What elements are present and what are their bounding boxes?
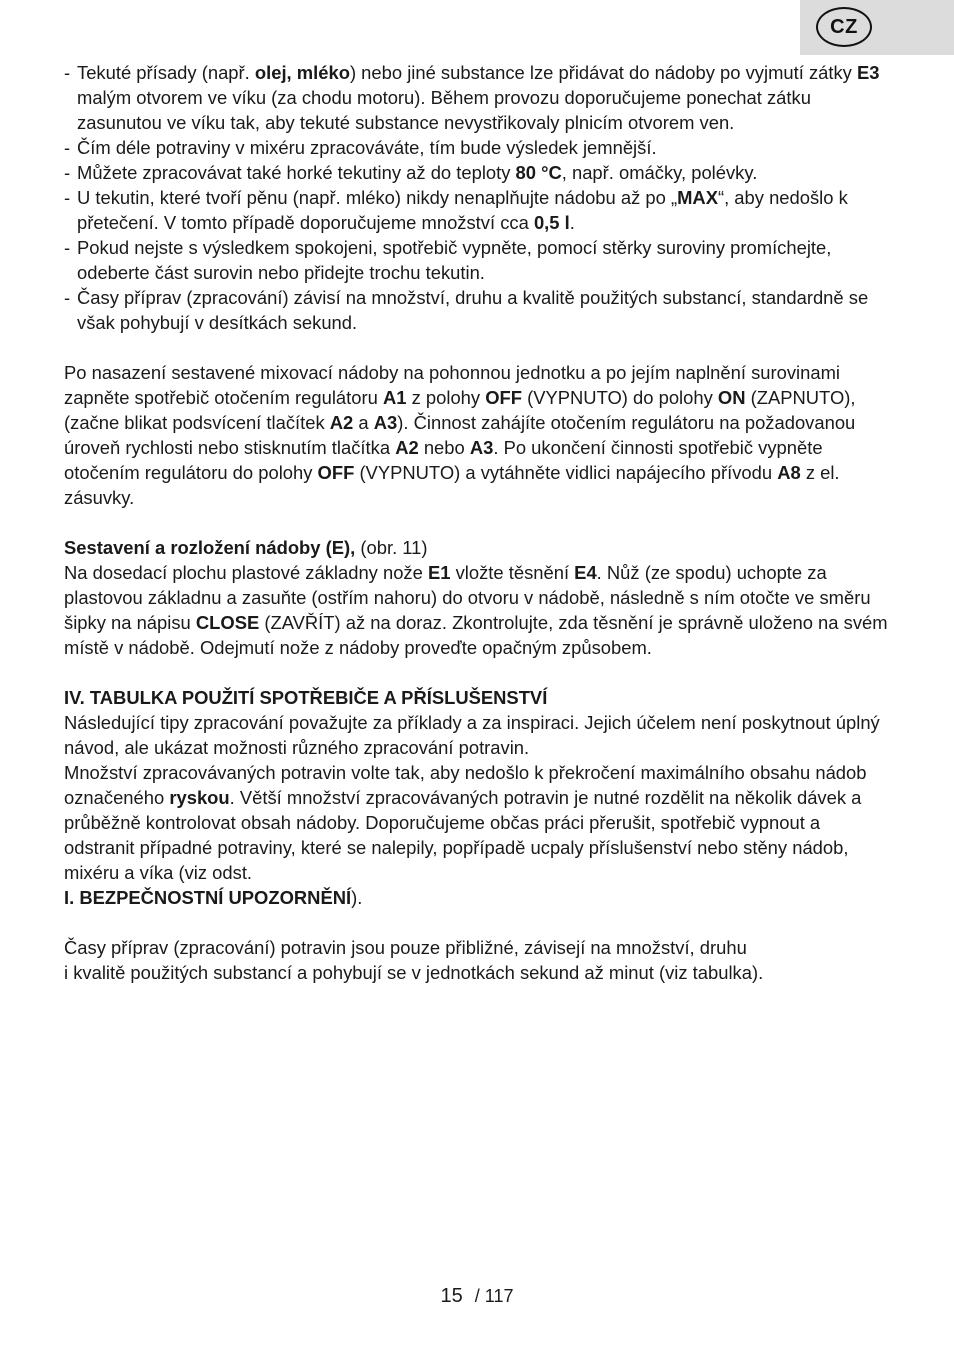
list-item (64, 160, 894, 185)
bold-text: E4 (574, 562, 597, 583)
text-run: ). Činnost zahájíte otočením regulátoru na požadovanou úroveň rychlosti nebo stisknutím tlačítka (64, 412, 856, 458)
text-run: Můžete zpracovávat také horké tekutiny až do teploty (77, 162, 516, 183)
bold-text: OFF (485, 387, 522, 408)
bold-text: OFF (317, 462, 355, 483)
page-number: 15 (440, 1285, 463, 1307)
language-tab (800, 0, 954, 55)
bold-text: E3 (857, 62, 880, 83)
list-item (64, 60, 894, 135)
text-run: ). (351, 887, 363, 908)
language-badge: CZ (816, 7, 872, 47)
text-run: . Větší množství zpracovávaných potravin je nutné rozdělit na několik dávek a průběžně kontrolovat obsah nádoby. Doporučujeme občas práci přerušit, spotřebič vypnout a odstranit případné potraviny, které se nalepily, popřípadě ucpaly příslušenství nebo stěny nádob, mixéru a víka (viz odst. (64, 787, 862, 883)
text-run: Tekuté přísady (např. (77, 62, 255, 83)
document-body (64, 60, 894, 985)
bold-text: MAX (677, 187, 718, 208)
text-run: “, aby nedošlo k přetečení. V tomto případě doporučujeme množství cca (77, 187, 848, 233)
operation-paragraph (64, 360, 894, 510)
bold-text: olej, mléko (254, 62, 350, 83)
text-run: (obr. 11) (355, 537, 428, 558)
text-run: Časy příprav (zpracování) potravin jsou pouze přibližné, závisejí na množství, druhu (64, 937, 747, 958)
list-item (64, 285, 894, 335)
text-run: Časy příprav (zpracování) závisí na množství, druhu a kvalitě použitých substancí, standardně se však pohybují v desítkách sekund. (77, 287, 869, 333)
bold-text: E1 (427, 562, 451, 583)
bold-text: 80 °C (515, 162, 562, 183)
text-run: i kvalitě použitých substancí a pohybují se v jednotkách sekund až minut (viz tabulka). (64, 962, 764, 983)
bold-text: Sestavení a rozložení nádoby (E), (64, 537, 356, 558)
text-run: vložte těsnění (450, 562, 575, 583)
bold-text: I. BEZPEČNOSTNÍ UPOZORNĚNÍ (64, 887, 352, 908)
bold-text: ryskou (169, 787, 230, 808)
text-run: Po nasazení sestavené mixovací nádoby na pohonnou jednotku a po jejím naplnění surovinami zapněte spotřebič otočením regulátoru (64, 362, 840, 408)
bold-text: ON (717, 387, 746, 408)
text-run: (VYPNUTO) a vytáhněte vidlici napájecího přívodu (354, 462, 778, 483)
tips-list (64, 60, 894, 335)
text-run: ) nebo jiné substance lze přidávat do nádoby po vyjmutí zátky (349, 62, 857, 83)
text-run: . Nůž (ze spodu) uchopte za plastovou základnu a zasuňte (ostřím nahoru) do otvoru v nádobě, následně s ním otočte ve směru šipky na nápisu (64, 562, 871, 633)
bold-text: A3 (469, 437, 494, 458)
usage-table-section (64, 685, 894, 910)
page-total: / 117 (474, 1286, 514, 1306)
text-run: Následující tipy zpracování považujte za příklady a za inspiraci. Jejich účelem není poskytnout úplný návod, ale ukázat možnosti různého zpracování potravin. (64, 712, 880, 758)
text-run: , např. omáčky, polévky. (561, 162, 758, 183)
bold-text: A1 (382, 387, 407, 408)
bold-text: IV. TABULKA POUŽITÍ SPOTŘEBIČE A PŘÍSLUŠENSTVÍ (64, 687, 548, 708)
bold-text: A2 (329, 412, 354, 433)
text-run: (ZAVŘÍT) až na doraz. Zkontrolujte, zda těsnění je správně uloženo na svém místě v nádobě. Odejmutí nože z nádoby proveďte opačným způsobem. (64, 612, 888, 658)
list-item (64, 135, 894, 160)
bold-text: A3 (373, 412, 398, 433)
text-run: (ZAPNUTO), (začne blikat podsvícení tlačítek (64, 387, 856, 433)
text-run: z polohy (406, 387, 486, 408)
list-item (64, 185, 894, 235)
text-run: Čím déle potraviny v mixéru zpracováváte, tím bude výsledek jemnější. (77, 137, 657, 158)
text-run: Množství zpracovávaných potravin volte tak, aby nedošlo k překročení maximálního obsahu nádob označeného (64, 762, 867, 808)
text-run: . (569, 212, 575, 233)
text-run: malým otvorem ve víku (za chodu motoru). Během provozu doporučujeme ponechat zátku zasunutou ve víku tak, aby tekuté substance nevystřikovaly plnicím otvorem ven. (77, 87, 811, 133)
page-footer (0, 1285, 954, 1308)
bold-text: A2 (395, 437, 419, 458)
text-run: Pokud nejste s výsledkem spokojeni, spotřebič vypněte, pomocí stěrky suroviny promíchejte, odeberte část surovin nebo přidejte trochu tekutin. (77, 237, 832, 283)
preparation-times-paragraph (64, 935, 894, 985)
text-run: nebo (418, 437, 470, 458)
text-run: z el. zásuvky. (64, 462, 840, 508)
text-run: a (353, 412, 374, 433)
text-run: . Po ukončení činnosti spotřebič vypněte otočením regulátoru do polohy (64, 437, 823, 483)
assembly-section (64, 535, 894, 660)
text-run: (VYPNUTO) do polohy (521, 387, 718, 408)
text-run: Na dosedací plochu plastové základny nože (64, 562, 428, 583)
bold-text: 0,5 l (533, 212, 570, 233)
bold-text: CLOSE (195, 612, 260, 633)
list-item (64, 235, 894, 285)
bold-text: A8 (777, 462, 801, 483)
text-run: U tekutin, které tvoří pěnu (např. mléko) nikdy nenaplňujte nádobu až po „ (77, 187, 678, 208)
